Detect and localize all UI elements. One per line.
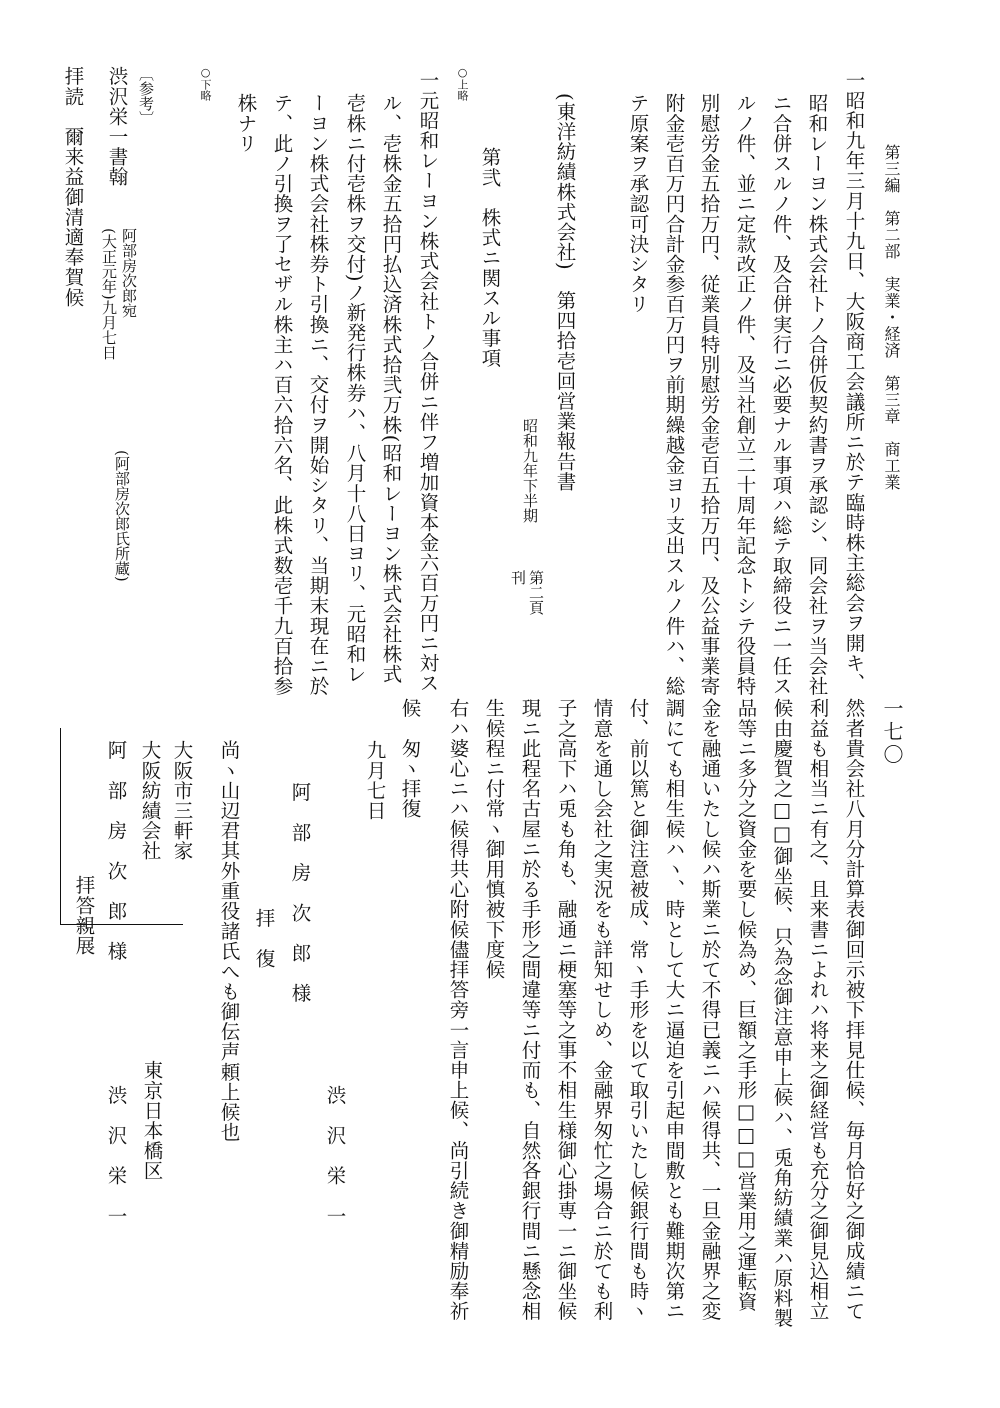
letter-recipient: 阿 部 房 次 郎 様 bbox=[288, 782, 312, 1004]
text-column: テ原案ヲ承認可決シタリ bbox=[626, 93, 650, 315]
letter-closing: 候 匆ヽ拝復 bbox=[398, 698, 422, 819]
letter-text-column: 右ハ婆心ニハ候得共心附候儘拝答旁一言申上候、尚引続き御精励奉祈 bbox=[446, 698, 470, 1322]
text-column: 一昭和九年三月十九日、大阪商工会議所ニ於テ臨時株主総会ヲ開キ、 bbox=[842, 70, 866, 694]
letter-text-column: 調にても相生候ハヽ、時として大ニ逼迫を引起申間敷とも難期次第ニ bbox=[662, 698, 686, 1322]
text-column: ルノ件、並ニ定款改正ノ件、及当社創立二十周年記念トシテ役員特 bbox=[733, 93, 757, 696]
letter-text-column: 現ニ此程名古屋ニ於る手形之間違等ニ付而も、自然各銀行間ニ懸念相 bbox=[518, 698, 542, 1322]
envelope-note: 拝答親展 bbox=[72, 875, 96, 956]
text-column: 壱株ニ付壱株ヲ交付)ノ新発行株券ハ、八月十八日ヨリ、元昭和レ bbox=[343, 93, 367, 685]
letter-addressee: 阿部房次郎宛 bbox=[120, 228, 138, 318]
text-column: ル、壱株金五拾円払込済株式拾弐万株(昭和レーヨン株式会社株式 bbox=[379, 93, 403, 685]
letter-source: (阿部房次郎氏所蔵) bbox=[113, 450, 131, 582]
text-column: 附金壱百万円合計金参百万円ヲ前期繰越金ヨリ支出スルノ件ハ、総 bbox=[662, 93, 686, 696]
letter-text-column: 金を融通いたし候ハ斯業ニ於て不得已義ニハ候得共、一旦金融界之変 bbox=[698, 698, 722, 1322]
envelope-recipient-address: 大阪市三軒家 bbox=[170, 740, 194, 861]
text-column: ーヨン株式会社株券ト引換ニ、交付ヲ開始シタリ、当期末現在ニ於 bbox=[306, 93, 330, 696]
omission-note: ○上略 bbox=[456, 66, 469, 101]
publication-mark: 刊 bbox=[509, 570, 527, 585]
letter-text-column: 生候程ニ付常ヽ御用慎被下度候 bbox=[482, 698, 506, 980]
letter-text-column: 付、前以篤と御注意被成、常ヽ手形を以て取引いたし候銀行間も時ヽ bbox=[626, 698, 650, 1322]
letter-postscript: 尚ヽ山辺君其外重役諸氏へも御伝声頼上候也 bbox=[217, 740, 241, 1142]
letter-text-column: 然者貴会社八月分計算表御回示被下拝見仕候、毎月恰好之御成績ニて bbox=[842, 698, 866, 1322]
letter-date: 九月七日 bbox=[363, 740, 387, 821]
text-column: 別慰労金五拾万円、従業員特別慰労金壱百五拾万円、及公益事業寄 bbox=[697, 93, 721, 696]
page-reference: 第二頁 bbox=[527, 570, 545, 615]
text-column: 株ナリ bbox=[234, 93, 258, 154]
letter-text-column: 候由慶賀之□□御坐候、只為念御注意申上候ハ、兎角紡績業ハ原料製 bbox=[770, 698, 794, 1329]
text-column: ニ合併スルノ件、及合併実行ニ必要ナル事項ハ総テ取締役ニ一任ス bbox=[769, 93, 793, 696]
letter-date: (大正元年)九月七日 bbox=[100, 228, 118, 360]
reference-label: 〔参考〕 bbox=[137, 66, 155, 126]
letter-text-column: 品等ニ多分之資金を要し候為め、巨額之手形□□□営業用之運転資 bbox=[734, 698, 758, 1312]
omission-note: ○下略 bbox=[199, 66, 212, 101]
reply-mark: 拝 復 bbox=[252, 908, 276, 969]
letter-text-column: 利益も相当ニ有之、且来書ニよれハ将来之御経営も充分之御見込相立 bbox=[806, 698, 830, 1322]
page-number: 一七〇 bbox=[880, 698, 904, 767]
envelope-sender-name: 渋 沢 栄 一 bbox=[104, 1085, 128, 1226]
running-head: 第三編 第二部 実業・経済 第三章 商工業 bbox=[882, 144, 901, 491]
letter-text-column: 情意を通し会社之実況をも詳知せしめ、金融界匆忙之場合ニ於ても利 bbox=[590, 698, 614, 1322]
report-period: 昭和九年下半期 bbox=[521, 418, 539, 523]
envelope-recipient-company: 大阪紡績会社 bbox=[138, 740, 162, 861]
letter-title: 渋沢栄一書翰 bbox=[105, 66, 129, 187]
text-column: テ、此ノ引換ヲ了セザル株主ハ百六拾六名、此株式数壱千九百拾参 bbox=[270, 93, 294, 696]
text-column: 一元昭和レーヨン株式会社トノ合併ニ伴フ増加資本金六百万円ニ対ス bbox=[416, 70, 440, 694]
text-column: 昭和レーヨン株式会社トノ合併仮契約書ヲ承認シ、同会社ヲ当会社 bbox=[805, 93, 829, 696]
envelope-recipient-name: 阿 部 房 次 郎 様 bbox=[104, 740, 128, 962]
envelope-sender-address: 東京日本橋区 bbox=[140, 1060, 164, 1181]
letter-sender: 渋 沢 栄 一 bbox=[323, 1085, 347, 1226]
letter-opening: 拝読 爾来益御清適奉賀候 bbox=[61, 66, 85, 308]
report-title: (東洋紡績株式会社) 第四拾壱回営業報告書 bbox=[553, 93, 577, 492]
section-heading: 第弐 株式ニ関スル事項 bbox=[478, 147, 502, 369]
letter-text-column: 子之高下ハ兎も角も、融通ニ梗塞等之事不相生様御心掛専一ニ御坐候 bbox=[554, 698, 578, 1322]
